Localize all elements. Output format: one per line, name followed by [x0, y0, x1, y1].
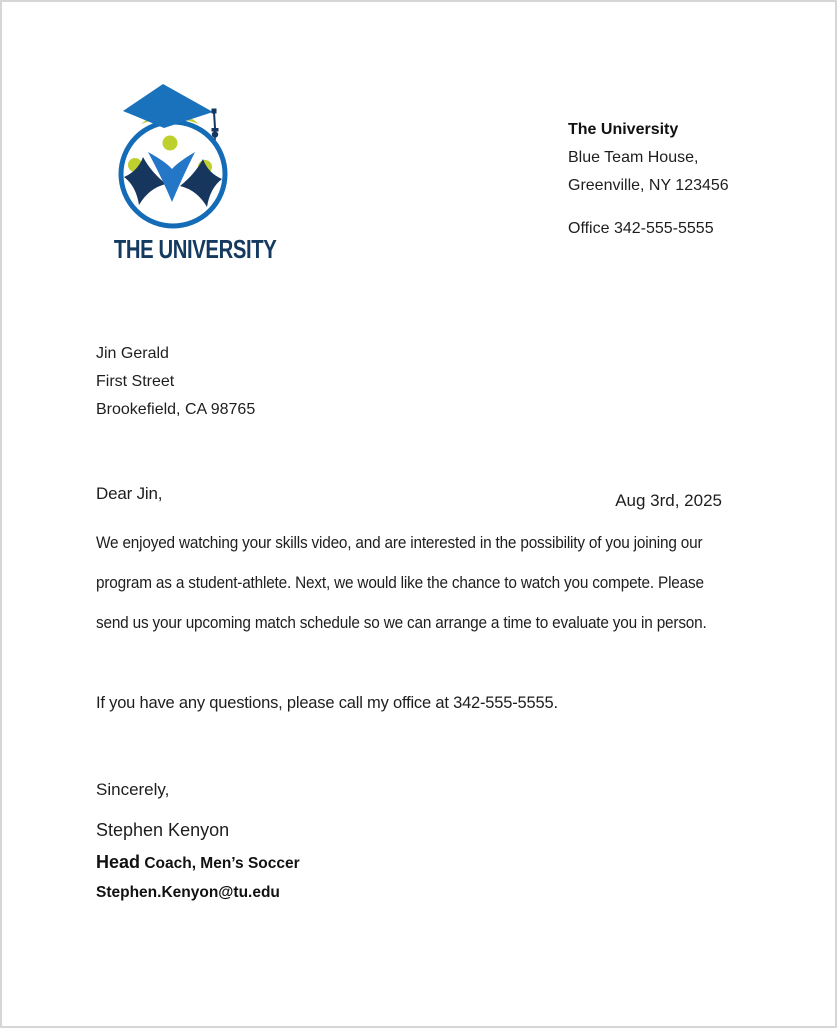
- body-paragraph: [96, 523, 736, 643]
- closing: Sincerely,: [96, 780, 170, 799]
- signer-title: [96, 851, 300, 875]
- graduation-cap-icon: [123, 84, 213, 128]
- body-line-text: program as a student-athlete. Next, we would like the chance to watch you compete. Please: [96, 574, 704, 592]
- recipient-address-line2: Brookefield, CA 98765: [96, 401, 256, 418]
- greeting: Dear Jin,: [96, 484, 163, 503]
- wordmark: [91, 234, 277, 264]
- letter-date: Aug 3rd, 2025: [615, 491, 722, 510]
- sender-phone: Office 342-555-5555: [568, 220, 714, 237]
- signer-title-lead: Head: [96, 852, 141, 872]
- body-line: [96, 603, 736, 643]
- signer-title-rest: Coach, Men’s Soccer: [140, 855, 300, 872]
- recipient-address-line1: First Street: [96, 373, 175, 390]
- sender-address-line1: Blue Team House,: [568, 149, 699, 166]
- wordmark-text: THE UNIVERSITY: [113, 234, 277, 264]
- sender-address-line2: Greenville, NY 123456: [568, 177, 729, 194]
- contact-note: If you have any questions, please call my office at 342-555-5555.: [96, 694, 558, 712]
- recipient-name: Jin Gerald: [96, 345, 169, 362]
- body-line-text: send us your upcoming match schedule so we can arrange a time to evaluate you in person.: [96, 614, 707, 632]
- university-logo-graphic: [91, 72, 256, 232]
- university-logo: [91, 72, 277, 264]
- sender-address-block: [568, 116, 729, 243]
- sender-name: The University: [568, 121, 679, 138]
- signer-name: Stephen Kenyon: [96, 820, 230, 840]
- figure-head-center: [163, 136, 178, 151]
- body-line-text: We enjoyed watching your skills video, and are interested in the possibility of you joining our: [96, 534, 703, 552]
- recipient-address-block: [96, 340, 255, 424]
- body-line: [96, 563, 736, 603]
- body-line: [96, 523, 736, 563]
- greeting-row: [96, 483, 722, 512]
- signer-email: Stephen.Kenyon@tu.edu: [96, 884, 280, 901]
- tassel-icon: [212, 109, 219, 141]
